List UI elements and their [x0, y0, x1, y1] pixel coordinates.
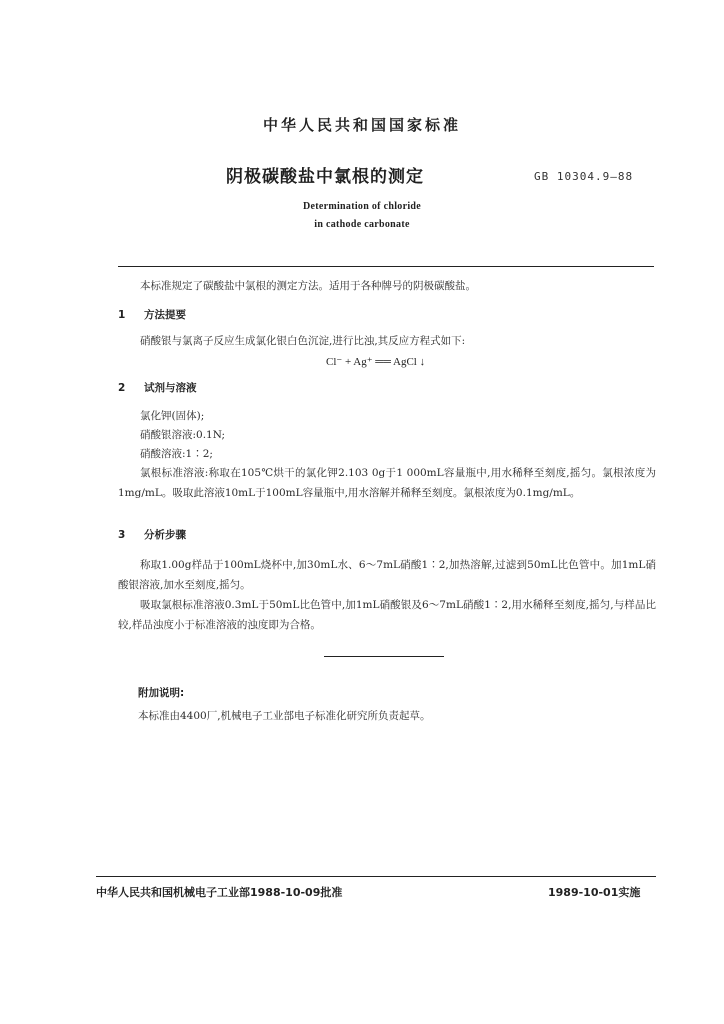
english-title-line2: in cathode carbonate: [314, 219, 410, 230]
note-heading: 附加说明:: [138, 687, 185, 699]
procedure-paragraph: 吸取氯根标准溶液0.3mL于50mL比色管中,加1mL硝酸银及6～7mL硝酸1∶2,用水稀释至刻度,摇匀,与样品比较,样品浊度小于标准溶液的浊度即为合格。: [118, 599, 656, 631]
document-title: 阴极碳酸盐中氯根的测定: [226, 167, 424, 187]
reagent-item: 硝酸银溶液:0.1N;: [140, 429, 226, 441]
section-1-number: 1: [118, 309, 126, 321]
procedure-paragraph: 称取1.00g样品于100mL烧杯中,加30mL水、6～7mL硝酸1∶2,加热溶解,过滤到50mL比色管中。加1mL硝酸银溶液,加水至刻度,摇匀。: [118, 559, 656, 591]
standard-number: GB 10304.9—88: [534, 170, 634, 183]
reaction-formula: Cl⁻ + Ag⁺ ══ AgCl ↓: [326, 356, 426, 368]
footer-divider: [96, 876, 656, 877]
section-3-number: 3: [118, 529, 126, 541]
section-2-title: 试剂与溶液: [144, 382, 197, 394]
approval-info: 中华人民共和国机械电子工业部1988-10-09批准: [96, 886, 343, 899]
issuing-organization: 中华人民共和国国家标准: [262, 116, 461, 134]
section-1-heading: [118, 307, 186, 322]
section-2-heading: [118, 380, 197, 395]
note-body: 本标准由4400厂,机械电子工业部电子标准化研究所负责起草。: [138, 710, 431, 722]
section-3-title: 分析步骤: [144, 529, 186, 541]
reagent-item: 氯化钾(固体);: [140, 410, 205, 422]
header-divider: [118, 266, 654, 267]
section-1-body: 硝酸银与氯离子反应生成氯化银白色沉淀,进行比浊,其反应方程式如下:: [140, 335, 466, 347]
section-2-number: 2: [118, 382, 126, 394]
reagent-item: 硝酸溶液:1∶2;: [140, 448, 213, 460]
intro-paragraph: 本标准规定了碳酸盐中氯根的测定方法。适用于各种牌号的阴极碳酸盐。: [140, 280, 476, 292]
reagent-item: 氯根标准溶液:称取在105℃烘干的氯化钾2.103 0g于1 000mL容量瓶中,用水稀释至刻度,摇匀。氯根浓度为1mg/mL。吸取此溶液10mL于100mL容量瓶中,用水溶解并稀释至刻度。氯根浓度为0.1mg/mL。: [118, 467, 656, 499]
section-3-heading: [118, 527, 186, 542]
english-title-line1: Determination of chloride: [302, 201, 422, 212]
section-1-title: 方法提要: [144, 309, 186, 321]
end-divider: [324, 656, 444, 657]
implementation-date: 1989-10-01实施: [548, 886, 641, 899]
